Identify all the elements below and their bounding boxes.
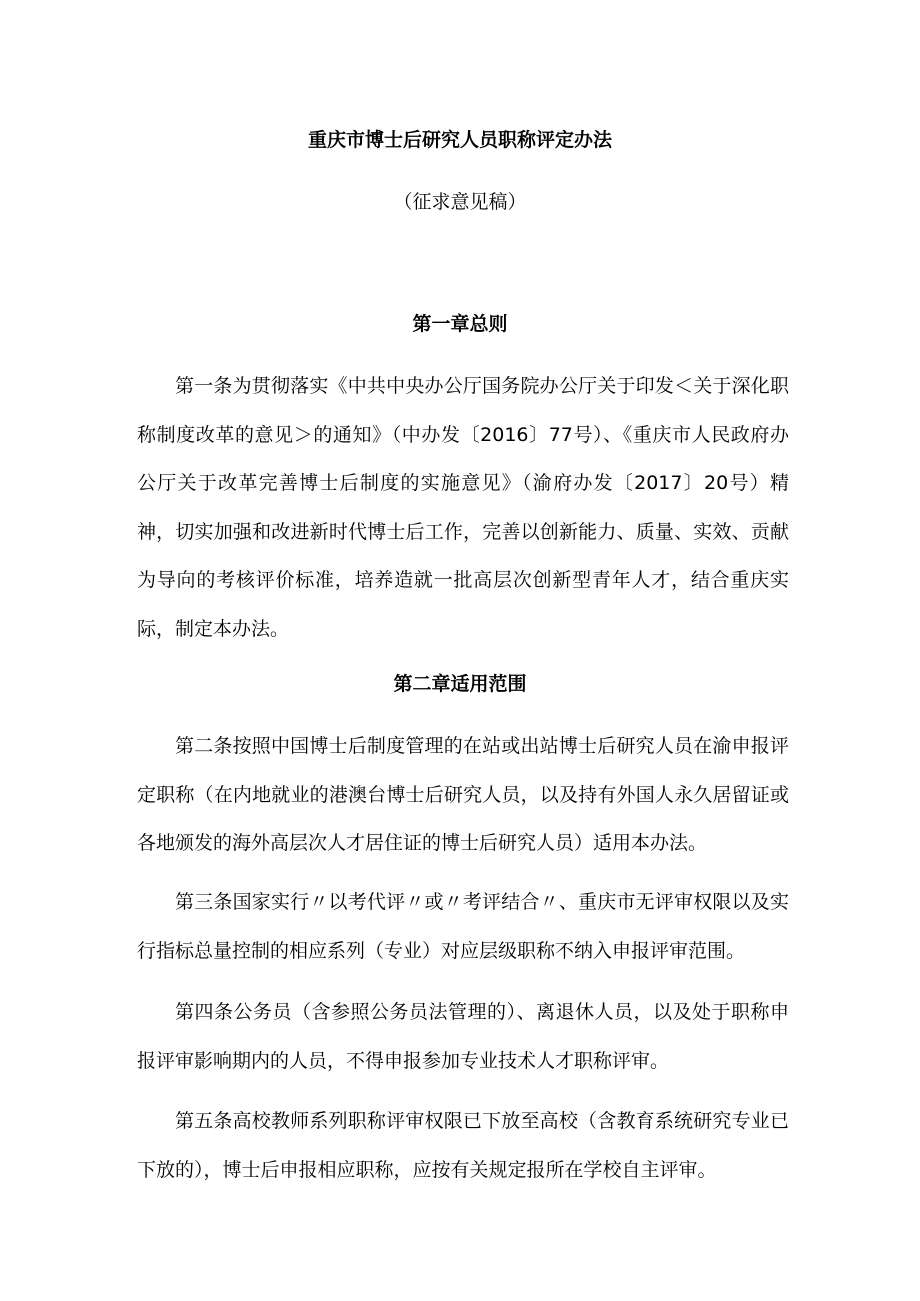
chapter-heading-1: 第一章总则 — [412, 313, 508, 335]
article-5-paragraph: 第五条高校教师系列职称评审权限已下放至高校（含教育系统研究专业已下放的），博士后申报相应职称，应按有关规定报所在学校自主评审。 — [137, 1110, 789, 1181]
article-3-paragraph: 第三条国家实行〃以考代评〃或〃考评结合〃、重庆市无评审权限以及实行指标总量控制的相应系列（专业）对应层级职称不纳入申报评审范围。 — [137, 891, 789, 962]
document-subtitle: （征求意见稿） — [393, 191, 527, 213]
article-4-paragraph: 第四条公务员（含参照公务员法管理的）、离退休人员，以及处于职称申报评审影响期内的人员，不得申报参加专业技术人才职称评审。 — [137, 1001, 789, 1072]
chapter-heading-2: 第二章适用范围 — [393, 673, 527, 695]
document-title: 重庆市博士后研究人员职称评定办法 — [307, 129, 612, 151]
article-1-paragraph: 第一条为贯彻落实《中共中央办公厅国务院办公厅关于印发＜关于深化职称制度改革的意见＞的通知》（中办发〔2016〕77号）、《重庆市人民政府办公厅关于改革完善博士后制度的实施意见》（渝府办发〔2017〕20号）精神，切实加强和改进新时代博士后工作，完善以创新能力、质量、实效、贡献为导向的考核评价标准，培养造就一批高层次创新型青年人才，结合重庆实际，制定本办法。 — [137, 375, 789, 640]
article-2-paragraph: 第二条按照中国博士后制度管理的在站或出站博士后研究人员在渝申报评定职称（在内地就业的港澳台博士后研究人员，以及持有外国人永久居留证或各地颁发的海外高层次人才居住证的博士后研究人员）适用本办法。 — [137, 735, 789, 854]
